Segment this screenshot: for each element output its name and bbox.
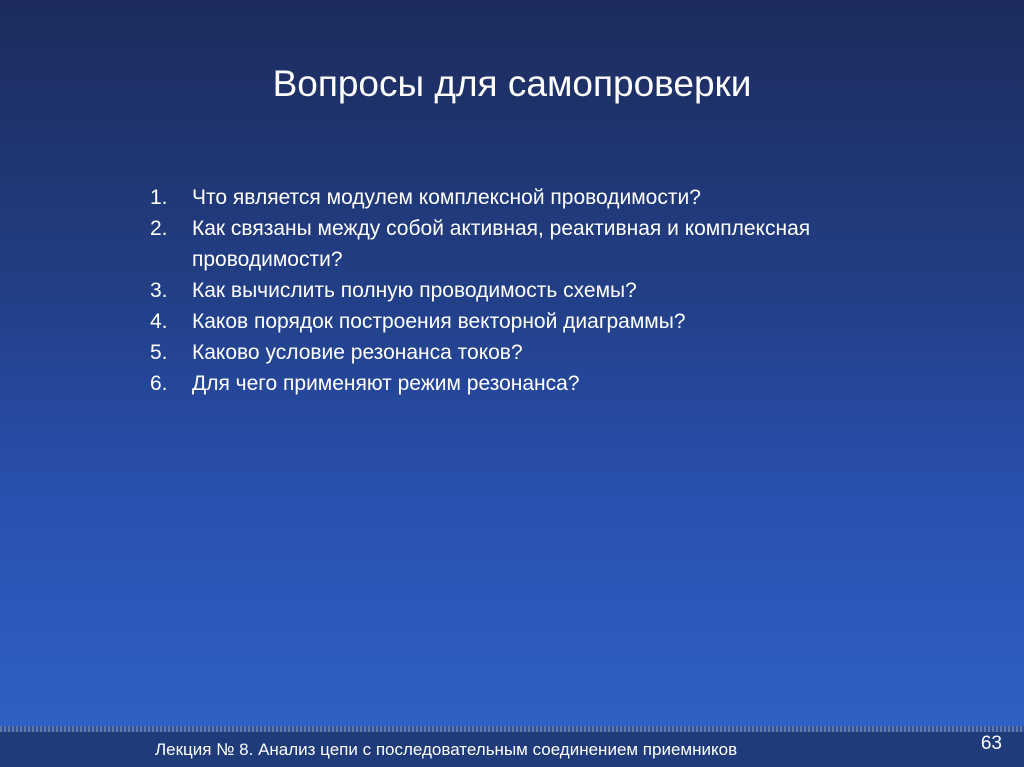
question-number: 1. [150,186,168,209]
question-text: Как связаны между собой активная, реактивная и комплексная проводимости? [192,217,811,271]
question-number: 2. [150,217,168,240]
question-text: Каково условие резонанса токов? [192,341,523,364]
question-number: 4. [150,310,168,333]
slide-title: Вопросы для самопроверки [272,63,752,104]
slide-footer [0,732,1024,767]
questions-list [150,182,870,399]
page-number: 63 [980,733,1002,754]
question-item [150,275,870,306]
question-text: Каков порядок построения векторной диаграммы? [192,310,686,333]
lecture-caption: Лекция № 8. Анализ цепи с последовательным соединением приемников [155,740,738,759]
question-text: Как вычислить полную проводимость схемы? [192,279,637,302]
question-item [150,368,870,399]
question-number: 5. [150,341,168,364]
question-item [150,306,870,337]
question-number: 3. [150,279,168,302]
question-text: Для чего применяют режим резонанса? [192,372,580,395]
question-item [150,213,870,275]
question-text: Что является модулем комплексной проводимости? [192,186,701,209]
question-item [150,337,870,368]
question-number: 6. [150,372,168,395]
question-item [150,182,870,213]
